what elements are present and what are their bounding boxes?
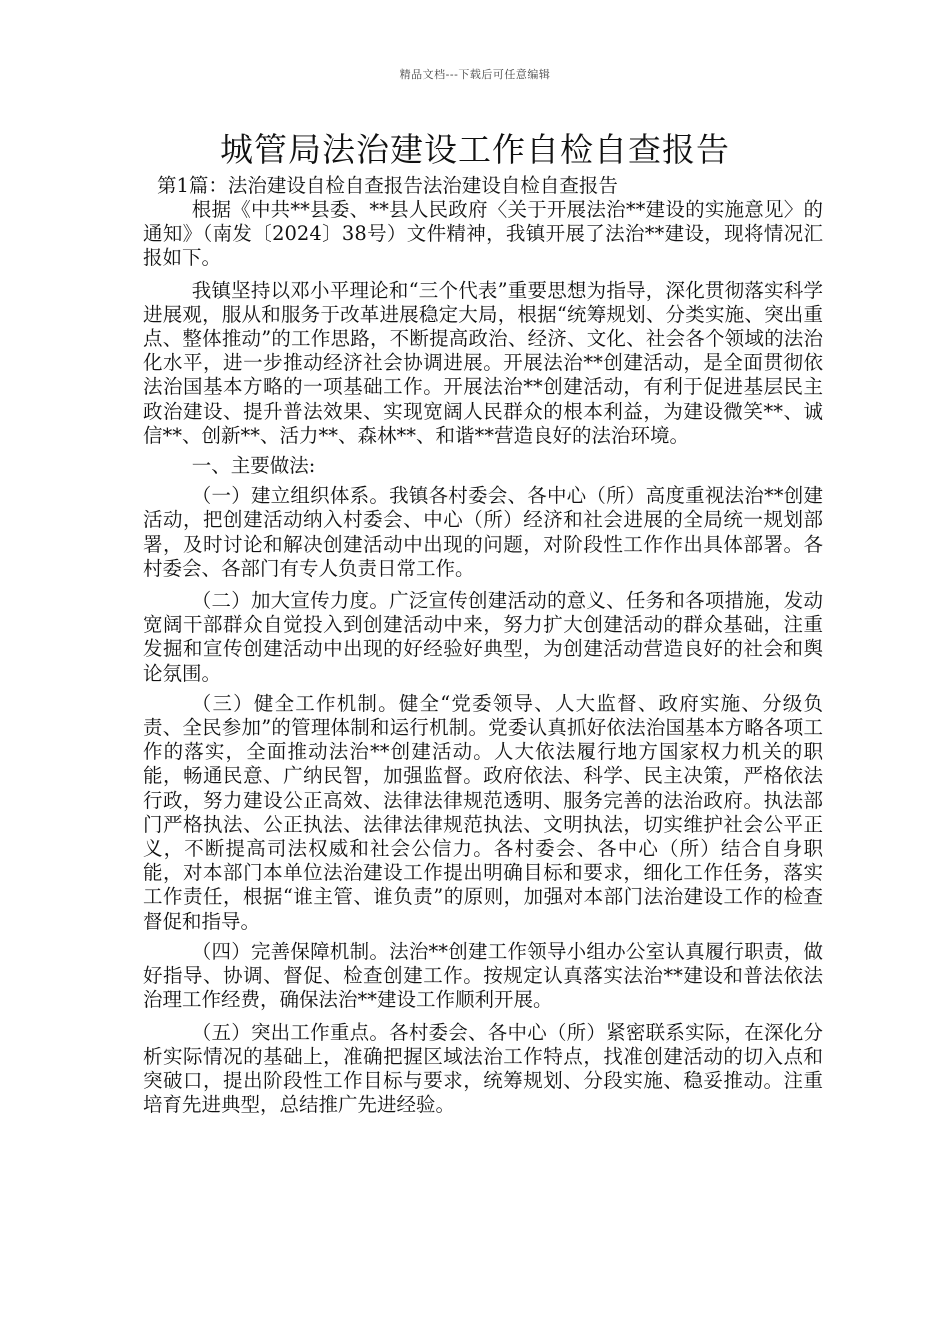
paragraph-guiding-thought: 我镇坚持以邓小平理论和“三个代表”重要思想为指导，深化贯彻落实科学进展观，服从和服务于改革进展稳定大局，根据“统筹规划、分类实施、突出重点、整体推动”的工作思路，不断提高政治、经济、文化、社会各个领域的法治化水平，进一步推动经济社会协调进展。开展法治**创建活动，是全面贯彻依法治国基本方略的一项基础工作。开展法治**创建活动，有利于促进基层民主政治建设、提升普法效果、实现宽阔人民群众的根本利益，为建设微笑**、诚信**、创新**、活力**、森林**、和谐**营造良好的法治环境。 xyxy=(143,278,823,447)
paragraph-guarantee: （四）完善保障机制。法治**创建工作领导小组办公室认真履行职责，做好指导、协调、督促、检查创建工作。按规定认真落实法治**建设和普法依法治理工作经费，确保法治**建设工作顺利开展。 xyxy=(143,939,823,1012)
header-watermark: 精品文档---下载后可任意编辑 xyxy=(399,68,551,81)
document-title: 城管局法治建设工作自检自查报告 xyxy=(220,130,730,169)
paragraph-key-work: （五）突出工作重点。各村委会、各中心（所）紧密联系实际，在深化分析实际情况的基础上，准确把握区域法治工作特点，找准创建活动的切入点和突破口，提出阶段性工作目标与要求，统筹规划、分段实施、稳妥推动。注重培育先进典型，总结推广先进经验。 xyxy=(143,1020,823,1117)
paragraph-mechanism: （三）健全工作机制。健全“党委领导、人大监督、政府实施、分级负责、全民参加”的管理体制和运行机制。党委认真抓好依法治国基本方略各项工作的落实，全面推动法治**创建活动。人大依法履行地方国家权力机关的职能，畅通民意、广纳民智，加强监督。政府依法、科学、民主决策，严格依法行政，努力建设公正高效、法律法律规范透明、服务完善的法治政府。执法部门严格执法、公正执法、法律法律规范执法、文明执法，切实维护社会公平正义，不断提高司法权威和社会公信力。各村委会、各中心（所）结合自身职能，对本部门本单位法治建设工作提出明确目标和要求，细化工作任务，落实工作责任，根据“谁主管、谁负责”的原则，加强对本部门法治建设工作的检查督促和指导。 xyxy=(143,691,823,933)
paragraph-publicity: （二）加大宣传力度。广泛宣传创建活动的意义、任务和各项措施，发动宽阔干部群众自觉投入到创建活动中来，努力扩大创建活动的群众基础，注重发掘和宣传创建活动中出现的好经验好典型，为创建活动营造良好的社会和舆论氛围。 xyxy=(143,589,823,685)
paragraph-intro: 根据《中共**县委、**县人民政府〈关于开展法治**建设的实施意见〉的通知》（南发〔2024〕38号）文件精神，我镇开展了法治**建设，现将情况汇报如下。 xyxy=(143,198,823,270)
subheading-main-practices: 一、主要做法: xyxy=(191,454,316,478)
section-heading: 第1篇：法治建设自检自查报告法治建设自检自查报告 xyxy=(157,174,618,197)
paragraph-organization: （一）建立组织体系。我镇各村委会、各中心（所）高度重视法治**创建活动，把创建活动纳入村委会、中心（所）经济和社会进展的全局统一规划部署，及时讨论和解决创建活动中出现的问题，对阶段性工作作出具体部署。各村委会、各部门有专人负责日常工作。 xyxy=(143,484,823,580)
document-body xyxy=(143,174,823,1117)
